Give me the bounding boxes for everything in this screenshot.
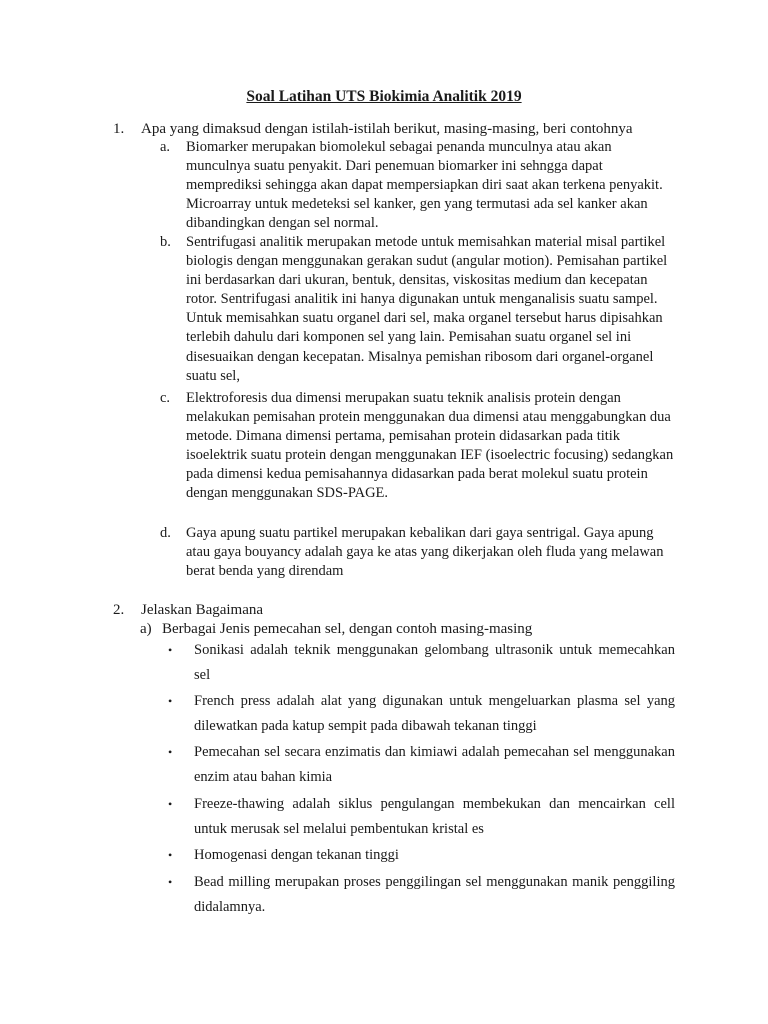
sub-question-marker: a)	[140, 621, 152, 637]
bullet-icon: •	[168, 797, 173, 811]
bullet-text: Sonikasi adalah teknik menggunakan gelombang ultrasonik untuk memecahkan sel	[194, 642, 675, 683]
bullet-text: Bead milling merupakan proses penggilingan sel menggunakan manik penggiling didalamnya.	[194, 874, 675, 915]
item-marker: b.	[160, 234, 171, 250]
question-number: 2.	[113, 602, 125, 618]
item-text: Gaya apung suatu partikel merupakan kebalikan dari gaya sentrigal. Gaya apung atau gaya bouyancy adalah gaya ke atas yang dikerjakan oleh fluda yang melawan berat benda yang direndam	[186, 525, 664, 580]
bullet-icon: •	[168, 848, 173, 862]
item-text: Sentrifugasi analitik merupakan metode untuk memisahkan material misal partikel biologis dengan menggunakan gerakan sudut (angular motion). Pemisahan partikel ini berdasarkan dari ukuran, bentuk, densitas, viskositas medium dan kecepatan rotor. Sentrifugasi analitik ini hanya digunakan untuk menganalisis suatu sampel. Untuk memisahkan suatu organel dari sel, maka organel tersebut harus dipisahkan terlebih dahulu dari komponen sel yang lain. Pemisahan suatu organel sel ini disesuaikan dengan kecepatan. Misalnya pemishan ribosom dari organel-organel suatu sel,	[186, 234, 668, 384]
bullet-item	[168, 792, 675, 842]
bullet-item	[168, 638, 675, 688]
question-number: 1.	[113, 121, 125, 137]
bullet-text: Freeze-thawing adalah siklus pengulangan membekukan dan mencairkan cell untuk merusak sel melalui pembentukan kristal es	[194, 796, 675, 837]
list-item	[160, 389, 675, 504]
bullet-item	[168, 870, 675, 920]
item-marker: d.	[160, 525, 171, 541]
bullet-item	[168, 689, 675, 739]
bullet-item	[168, 843, 675, 868]
bullet-item	[168, 740, 675, 790]
sub-question-text: Berbagai Jenis pemecahan sel, dengan contoh masing-masing	[162, 621, 533, 637]
item-text: Biomarker merupakan biomolekul sebagai penanda munculnya atau akan munculnya suatu penyakit. Dari penemuan biomarker ini sehngga dapat memprediksi sehingga akan dapat mempersiapkan diri saat akan terkena penyakit. Microarray untuk medeteksi sel kanker, gen yang termutasi ada sel kanker akan dibandingkan dengan sel normal.	[186, 139, 663, 232]
list-item	[160, 524, 675, 581]
bullet-icon: •	[168, 875, 173, 889]
item-marker: a.	[160, 139, 171, 155]
bullet-text: Homogenasi dengan tekanan tinggi	[194, 847, 399, 863]
list-item	[160, 138, 675, 233]
question-text: Jelaskan Bagaimana	[141, 602, 264, 618]
list-item	[160, 233, 675, 386]
document-title: Soal Latihan UTS Biokimia Analitik 2019	[246, 88, 522, 105]
item-marker: c.	[160, 390, 171, 406]
item-text: Elektroforesis dua dimensi merupakan suatu teknik analisis protein dengan melakukan pemisahan protein menggunakan dua dimensi atau menggabungkan dua metode. Dimana dimensi pertama, pemisahan protein didasarkan pada titik isoelektrik suatu protein dengan menggunakan IEF (isoelectric focusing) sedangkan pada dimensi kedua pemisahannya didasarkan pada berat molekul suatu protein dengan menggunakan SDS-PAGE.	[186, 390, 674, 502]
bullet-icon: •	[168, 643, 173, 657]
bullet-text: French press adalah alat yang digunakan untuk mengeluarkan plasma sel yang dilewatkan pada katup sempit pada dibawah tekanan tinggi	[194, 693, 675, 734]
bullet-text: Pemecahan sel secara enzimatis dan kimiawi adalah pemecahan sel menggunakan enzim atau bahan kimia	[194, 744, 675, 785]
question-text: Apa yang dimaksud dengan istilah-istilah berikut, masing-masing, beri contohnya	[141, 121, 633, 137]
bullet-icon: •	[168, 694, 173, 708]
bullet-icon: •	[168, 745, 173, 759]
